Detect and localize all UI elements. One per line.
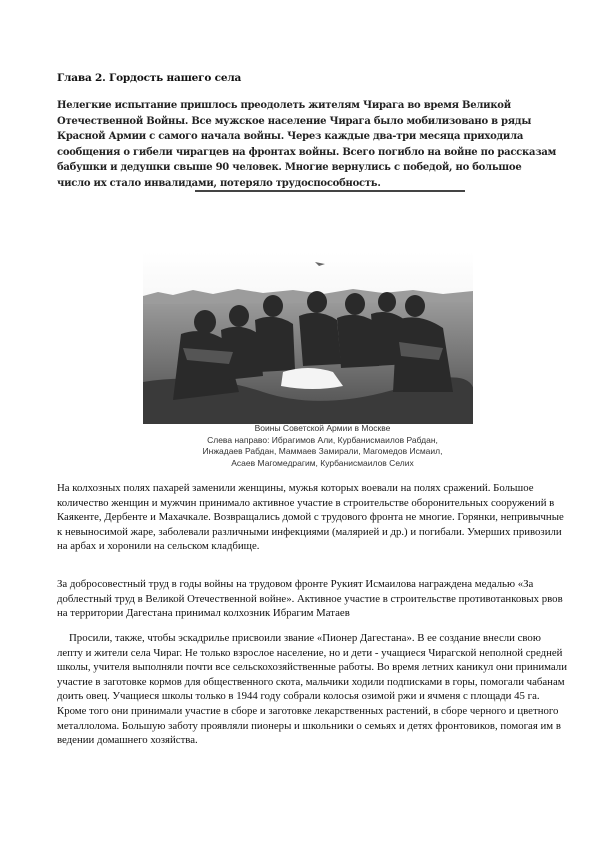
caption-line: Слева направо: Ибрагимов Али, Курбанисмаилов Рабдан, — [207, 434, 438, 445]
caption-line: Асаев Магомедрагим, Курбанисмаилов Селих — [231, 457, 414, 468]
body-paragraph: Просили, также, чтобы эскадрилье присвоили звание «Пионер Дагестана». В ее создание внесли свою лепту и жители села Чираг. Не только взрослое население, но и дети - учащиеся Чирагской неполной средней школы, учителя выполняли почти все сельскохозяйственные работы. Во время летних каникул они принимали участие в заготовке кормов для общественного скота, мальчики ходили подписками в горы, помогали чабанам доить овец. Учащиеся школы только в 1944 году собрали колосья озимой ржи и ячменя с площади 45 га. Кроме того они принимали участие в сборе и заготовке лекарственных растений, в сборе черного и цветного металлолома. Большую заботу проявляли пионеры и школьники о семьях и детях фронтовиков, помогая им в ведении домашнего хозяйства. — [57, 632, 567, 747]
chapter-heading: Глава 2. Гордость нашего села — [57, 72, 242, 84]
body-paragraph: На колхозных полях пахарей заменили женщины, мужья которых воевали на полях сражений. Большое количество женщин и мужчин принимало активное участие в строительстве оборонительных сооружений в Каякенте, Дербенте и Махачкале. Возвращались домой с трудового фронта не многие. Горянки, непривычные к невыносимой жаре, заболевали различными инфекциями (малярией и др.) и погибали. Умерших привозили на арбах и хоронили на сельском кладбище. — [57, 482, 564, 553]
caption-line: Инжадаев Рабдан, Маммаев Замирали, Магомедов Исмаил, — [202, 446, 443, 456]
intro-paragraph: Нелегкие испытание пришлось преодолеть жителям Чирага во время Великой Отечественной Войны. Все мужское население Чирага было мобилизовано в ряды Красной Армии с самого начала войны. Через каждые два-три месяца приходила сообщения о гибели чирагцев на фронтах войны. Всего погибло на войне по рассказам бабушки и дедушки свыше 90 человек. Многие вернулись с победой, но большое число их стало инвалидами, потеряло трудоспособность. — [57, 100, 557, 189]
horizontal-rule — [195, 190, 465, 192]
soldiers-group-photo — [143, 252, 473, 424]
photo-caption — [175, 423, 470, 469]
body-paragraph: За добросовестный труд в годы войны на трудовом фронте Рукият Исмаилова награждена медалью «За доблестный труд в Великой Отечественной войне». Активное участие в строительстве противотанковых рвов на территории Дагестана принимал колхозник Ибрагим Матаев — [57, 578, 563, 620]
caption-line: Воины Советской Армии в Москве — [254, 423, 391, 433]
